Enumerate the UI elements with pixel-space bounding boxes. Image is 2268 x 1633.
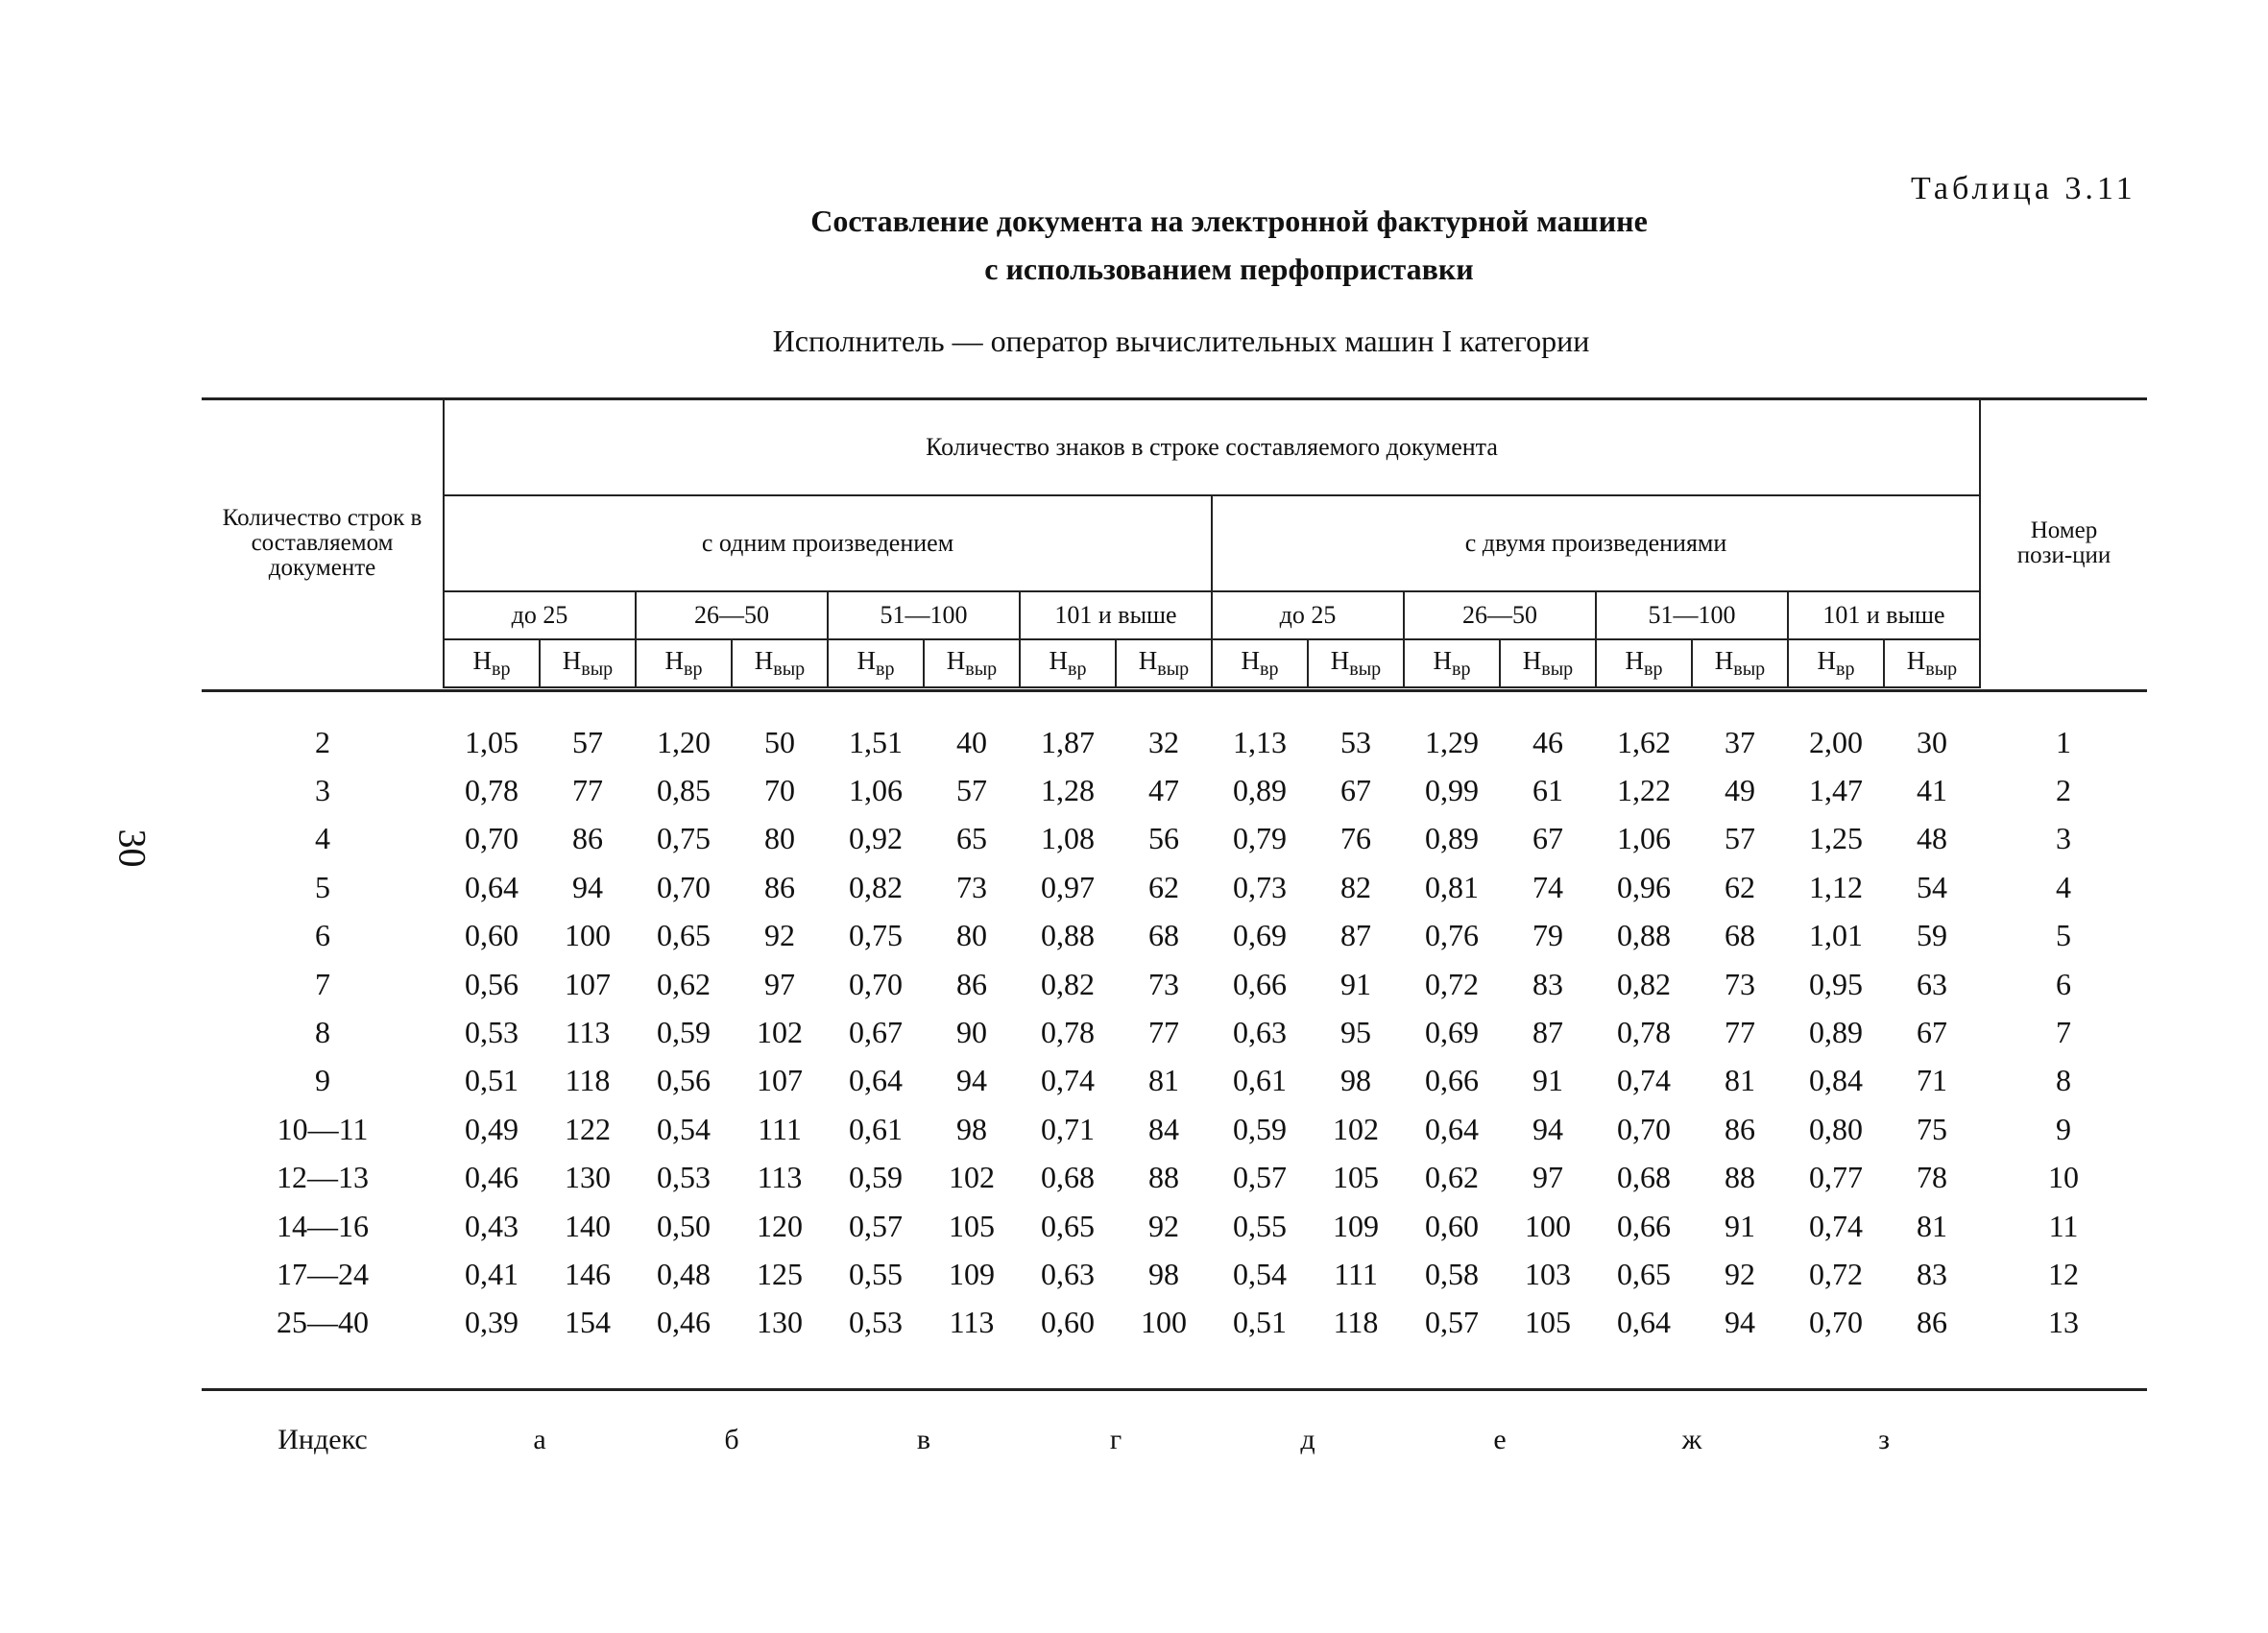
row-lines-count: 10—11 (277, 1111, 369, 1146)
index-row (202, 1421, 1980, 1459)
time-norm-cell: 0,89 (1809, 1015, 1863, 1050)
time-norm-cell: 1,87 (1041, 724, 1095, 759)
output-norm-cell: 98 (1148, 1256, 1179, 1291)
time-norm-cell: 0,82 (1617, 966, 1671, 1001)
time-norm-cell: 0,60 (1041, 1305, 1095, 1340)
output-norm-cell: 71 (1917, 1063, 1947, 1098)
table-row (202, 1008, 2147, 1056)
time-norm-cell: 0,59 (1233, 1111, 1287, 1146)
header-time-norm: $Н_{вр}$ (1020, 639, 1116, 687)
time-norm-cell: 0,59 (849, 1160, 903, 1195)
header-output-norm: $Н_{выр}$ (924, 639, 1020, 687)
output-norm-cell: 97 (764, 966, 795, 1001)
time-norm-cell: 1,05 (465, 724, 519, 759)
time-norm-cell: 0,49 (465, 1111, 519, 1146)
page-number: 30 (110, 829, 155, 868)
time-norm-cell: 0,53 (849, 1305, 903, 1340)
output-norm-cell: 77 (1725, 1015, 1755, 1050)
table-row (202, 1057, 2147, 1105)
time-norm-cell: 0,53 (657, 1160, 711, 1195)
time-norm-cell: 0,50 (657, 1208, 711, 1243)
output-norm-cell: 73 (1725, 966, 1755, 1001)
time-norm-cell: 0,73 (1233, 869, 1287, 904)
output-norm-cell: 146 (565, 1256, 611, 1291)
row-position-number: 6 (2056, 966, 2071, 1001)
row-position-number: 3 (2056, 821, 2071, 856)
output-norm-cell: 63 (1917, 966, 1947, 1001)
time-norm-cell: 0,74 (1617, 1063, 1671, 1098)
header-one-product: с одним произведением (444, 495, 1212, 591)
header-two-products: с двумя произведениями (1212, 495, 1980, 591)
time-norm-cell: 0,48 (657, 1256, 711, 1291)
output-norm-cell: 37 (1725, 724, 1755, 759)
output-norm-cell: 105 (1333, 1160, 1379, 1195)
output-norm-cell: 102 (1333, 1111, 1379, 1146)
time-norm-cell: 0,68 (1041, 1160, 1095, 1195)
header-range-7: 101 и выше (1788, 591, 1980, 639)
output-norm-cell: 62 (1725, 869, 1755, 904)
row-lines-count: 14—16 (277, 1208, 369, 1243)
header-output-norm: $Н_{выр}$ (1692, 639, 1788, 687)
time-norm-cell: 0,72 (1425, 966, 1479, 1001)
output-norm-cell: 92 (1148, 1208, 1179, 1243)
time-norm-cell: 0,77 (1809, 1160, 1863, 1195)
time-norm-cell: 0,72 (1809, 1256, 1863, 1291)
output-norm-cell: 57 (1725, 821, 1755, 856)
time-norm-cell: 0,82 (1041, 966, 1095, 1001)
row-lines-count: 8 (315, 1015, 330, 1050)
header-time-norm: $Н_{вр}$ (444, 639, 540, 687)
output-norm-cell: 130 (757, 1305, 803, 1340)
output-norm-cell: 86 (1725, 1111, 1755, 1146)
time-norm-cell: 0,78 (465, 773, 519, 808)
time-norm-cell: 0,64 (465, 869, 519, 904)
time-norm-cell: 0,70 (657, 869, 711, 904)
header-range-1: 26—50 (636, 591, 828, 639)
time-norm-cell: 0,97 (1041, 869, 1095, 904)
output-norm-cell: 32 (1148, 724, 1179, 759)
table-row (202, 1105, 2147, 1153)
time-norm-cell: 0,69 (1233, 918, 1287, 953)
time-norm-cell: 1,51 (849, 724, 903, 759)
output-norm-cell: 100 (1141, 1305, 1187, 1340)
output-norm-cell: 65 (956, 821, 987, 856)
output-norm-cell: 78 (1917, 1160, 1947, 1195)
header-output-norm: $Н_{выр}$ (1308, 639, 1404, 687)
output-norm-cell: 107 (565, 966, 611, 1001)
time-norm-cell: 0,84 (1809, 1063, 1863, 1098)
time-norm-cell: 0,57 (849, 1208, 903, 1243)
time-norm-cell: 0,41 (465, 1256, 519, 1291)
output-norm-cell: 30 (1917, 724, 1947, 759)
output-norm-cell: 57 (572, 724, 603, 759)
time-norm-cell: 0,61 (849, 1111, 903, 1146)
index-letter: ж (1681, 1424, 1702, 1455)
output-norm-cell: 88 (1725, 1160, 1755, 1195)
time-norm-cell: 1,28 (1041, 773, 1095, 808)
output-norm-cell: 80 (764, 821, 795, 856)
time-norm-cell: 0,78 (1041, 1015, 1095, 1050)
index-letter: б (724, 1424, 739, 1455)
row-lines-count: 7 (315, 966, 330, 1001)
time-norm-cell: 0,57 (1233, 1160, 1287, 1195)
row-position-number: 4 (2056, 869, 2071, 904)
output-norm-cell: 88 (1148, 1160, 1179, 1195)
output-norm-cell: 94 (956, 1063, 987, 1098)
output-norm-cell: 94 (1725, 1305, 1755, 1340)
row-lines-count: 12—13 (277, 1160, 369, 1195)
output-norm-cell: 54 (1917, 869, 1947, 904)
output-norm-cell: 109 (1333, 1208, 1379, 1243)
time-norm-cell: 0,64 (849, 1063, 903, 1098)
output-norm-cell: 100 (565, 918, 611, 953)
time-norm-cell: 1,06 (1617, 821, 1671, 856)
time-norm-cell: 0,53 (465, 1015, 519, 1050)
time-norm-cell: 0,85 (657, 773, 711, 808)
table-row (202, 960, 2147, 1008)
time-norm-cell: 0,89 (1425, 821, 1479, 856)
output-norm-cell: 86 (572, 821, 603, 856)
output-norm-cell: 47 (1148, 773, 1179, 808)
time-norm-cell: 1,22 (1617, 773, 1671, 808)
time-norm-cell: 0,63 (1233, 1015, 1287, 1050)
time-norm-cell: 0,57 (1425, 1305, 1479, 1340)
output-norm-cell: 61 (1532, 773, 1563, 808)
header-range-6: 51—100 (1596, 591, 1788, 639)
time-norm-cell: 0,70 (465, 821, 519, 856)
row-lines-count: 6 (315, 918, 330, 953)
time-norm-cell: 0,39 (465, 1305, 519, 1340)
table-row (202, 863, 2147, 911)
output-norm-cell: 87 (1340, 918, 1371, 953)
time-norm-cell: 0,76 (1425, 918, 1479, 953)
row-position-number: 9 (2056, 1111, 2071, 1146)
index-letter: а (533, 1424, 546, 1455)
output-norm-cell: 48 (1917, 821, 1947, 856)
output-norm-cell: 77 (572, 773, 603, 808)
header-time-norm: $Н_{вр}$ (1212, 639, 1308, 687)
header-range-4: до 25 (1212, 591, 1404, 639)
time-norm-cell: 0,68 (1617, 1160, 1671, 1195)
time-norm-cell: 0,51 (1233, 1305, 1287, 1340)
time-norm-cell: 1,29 (1425, 724, 1479, 759)
time-norm-cell: 0,54 (657, 1111, 711, 1146)
index-letter: е (1493, 1424, 1507, 1455)
time-norm-cell: 0,66 (1233, 966, 1287, 1001)
time-norm-cell: 0,55 (849, 1256, 903, 1291)
output-norm-cell: 67 (1532, 821, 1563, 856)
header-output-norm: $Н_{выр}$ (1116, 639, 1212, 687)
output-norm-cell: 92 (764, 918, 795, 953)
output-norm-cell: 40 (956, 724, 987, 759)
index-label: Индекс (277, 1424, 368, 1455)
output-norm-cell: 86 (956, 966, 987, 1001)
time-norm-cell: 0,43 (465, 1208, 519, 1243)
time-norm-cell: 0,46 (657, 1305, 711, 1340)
row-position-number: 7 (2056, 1015, 2071, 1050)
time-norm-cell: 1,12 (1809, 869, 1863, 904)
output-norm-cell: 109 (949, 1256, 995, 1291)
time-norm-cell: 0,88 (1041, 918, 1095, 953)
time-norm-cell: 0,62 (1425, 1160, 1479, 1195)
output-norm-cell: 91 (1532, 1063, 1563, 1098)
time-norm-cell: 0,59 (657, 1015, 711, 1050)
time-norm-cell: 0,70 (1809, 1305, 1863, 1340)
time-norm-cell: 0,81 (1425, 869, 1479, 904)
time-norm-cell: 0,64 (1617, 1305, 1671, 1340)
time-norm-cell: 2,00 (1809, 724, 1863, 759)
output-norm-cell: 140 (565, 1208, 611, 1243)
row-lines-count: 4 (315, 821, 330, 856)
time-norm-cell: 0,70 (1617, 1111, 1671, 1146)
index-letter: з (1878, 1424, 1890, 1455)
header-bottom-rule (202, 689, 2147, 692)
time-norm-cell: 0,62 (657, 966, 711, 1001)
output-norm-cell: 90 (956, 1015, 987, 1050)
bottom-rule (202, 1388, 2147, 1391)
output-norm-cell: 118 (1333, 1305, 1379, 1340)
output-norm-cell: 118 (565, 1063, 611, 1098)
row-lines-count: 2 (315, 724, 330, 759)
time-norm-cell: 0,96 (1617, 869, 1671, 904)
header-time-norm: $Н_{вр}$ (1404, 639, 1500, 687)
time-norm-cell: 0,46 (465, 1160, 519, 1195)
time-norm-cell: 0,75 (657, 821, 711, 856)
row-position-number: 11 (2048, 1208, 2079, 1243)
output-norm-cell: 105 (949, 1208, 995, 1243)
time-norm-cell: 0,66 (1617, 1208, 1671, 1243)
output-norm-cell: 154 (565, 1305, 611, 1340)
header-output-norm: $Н_{выр}$ (1884, 639, 1980, 687)
header-signs-group: Количество знаков в строке составляемого документа (444, 399, 1980, 495)
row-position-number: 8 (2056, 1063, 2071, 1098)
output-norm-cell: 81 (1148, 1063, 1179, 1098)
output-norm-cell: 49 (1725, 773, 1755, 808)
output-norm-cell: 56 (1148, 821, 1179, 856)
output-norm-cell: 77 (1148, 1015, 1179, 1050)
time-norm-cell: 0,66 (1425, 1063, 1479, 1098)
output-norm-cell: 102 (949, 1160, 995, 1195)
output-norm-cell: 76 (1340, 821, 1371, 856)
output-norm-cell: 87 (1532, 1015, 1563, 1050)
output-norm-cell: 62 (1148, 869, 1179, 904)
time-norm-cell: 0,60 (465, 918, 519, 953)
output-norm-cell: 73 (956, 869, 987, 904)
output-norm-cell: 120 (757, 1208, 803, 1243)
row-lines-count: 5 (315, 869, 330, 904)
output-norm-cell: 94 (1532, 1111, 1563, 1146)
time-norm-cell: 1,08 (1041, 821, 1095, 856)
output-norm-cell: 68 (1725, 918, 1755, 953)
output-norm-cell: 113 (565, 1015, 611, 1050)
output-norm-cell: 98 (956, 1111, 987, 1146)
time-norm-cell: 0,74 (1809, 1208, 1863, 1243)
output-norm-cell: 130 (565, 1160, 611, 1195)
time-norm-cell: 1,13 (1233, 724, 1287, 759)
output-norm-cell: 113 (757, 1160, 803, 1195)
time-norm-cell: 0,67 (849, 1015, 903, 1050)
row-position-number: 13 (2048, 1305, 2079, 1340)
time-norm-cell: 0,55 (1233, 1208, 1287, 1243)
output-norm-cell: 73 (1148, 966, 1179, 1001)
time-norm-cell: 0,64 (1425, 1111, 1479, 1146)
header-range-5: 26—50 (1404, 591, 1596, 639)
header-position-number: Номер пози-ции (1980, 399, 2147, 687)
table-title-line-1: Составление документа на электронной фактурной машине (810, 204, 1648, 238)
output-norm-cell: 122 (565, 1111, 611, 1146)
output-norm-cell: 46 (1532, 724, 1563, 759)
output-norm-cell: 75 (1917, 1111, 1947, 1146)
row-lines-count: 9 (315, 1063, 330, 1098)
table-row (202, 1299, 2147, 1347)
output-norm-cell: 57 (956, 773, 987, 808)
header-time-norm: $Н_{вр}$ (828, 639, 924, 687)
output-norm-cell: 107 (757, 1063, 803, 1098)
time-norm-cell: 1,20 (657, 724, 711, 759)
time-norm-cell: 0,65 (1617, 1256, 1671, 1291)
output-norm-cell: 94 (572, 869, 603, 904)
header-output-norm: $Н_{выр}$ (732, 639, 828, 687)
time-norm-cell: 0,61 (1233, 1063, 1287, 1098)
header-time-norm: $Н_{вр}$ (636, 639, 732, 687)
time-norm-cell: 1,06 (849, 773, 903, 808)
time-norm-cell: 0,88 (1617, 918, 1671, 953)
header-time-norm: $Н_{вр}$ (1596, 639, 1692, 687)
time-norm-cell: 0,63 (1041, 1256, 1095, 1291)
output-norm-cell: 80 (956, 918, 987, 953)
header-range-3: 101 и выше (1020, 591, 1212, 639)
output-norm-cell: 113 (949, 1305, 995, 1340)
time-norm-cell: 0,70 (849, 966, 903, 1001)
row-position-number: 12 (2048, 1256, 2079, 1291)
row-lines-count: 3 (315, 773, 330, 808)
output-norm-cell: 97 (1532, 1160, 1563, 1195)
header-rows-count: Количество строк в составляемом документе (202, 399, 444, 687)
output-norm-cell: 67 (1917, 1015, 1947, 1050)
table-row (202, 718, 2147, 766)
output-norm-cell: 105 (1525, 1305, 1571, 1340)
header-output-norm: $Н_{выр}$ (540, 639, 636, 687)
time-norm-cell: 0,78 (1617, 1015, 1671, 1050)
output-norm-cell: 84 (1148, 1111, 1179, 1146)
output-norm-cell: 91 (1725, 1208, 1755, 1243)
output-norm-cell: 81 (1917, 1208, 1947, 1243)
time-norm-cell: 0,75 (849, 918, 903, 953)
time-norm-cell: 0,99 (1425, 773, 1479, 808)
output-norm-cell: 74 (1532, 869, 1563, 904)
output-norm-cell: 68 (1148, 918, 1179, 953)
output-norm-cell: 41 (1917, 773, 1947, 808)
output-norm-cell: 50 (764, 724, 795, 759)
time-norm-cell: 0,56 (465, 966, 519, 1001)
header-range-0: до 25 (444, 591, 636, 639)
time-norm-cell: 1,47 (1809, 773, 1863, 808)
time-norm-cell: 0,82 (849, 869, 903, 904)
output-norm-cell: 70 (764, 773, 795, 808)
row-lines-count: 17—24 (277, 1256, 369, 1291)
time-norm-cell: 0,60 (1425, 1208, 1479, 1243)
header-time-norm: $Н_{вр}$ (1788, 639, 1884, 687)
output-norm-cell: 67 (1340, 773, 1371, 808)
row-lines-count: 25—40 (277, 1305, 369, 1340)
time-norm-cell: 0,65 (657, 918, 711, 953)
output-norm-cell: 53 (1340, 724, 1371, 759)
output-norm-cell: 83 (1917, 1256, 1947, 1291)
time-norm-cell: 0,80 (1809, 1111, 1863, 1146)
output-norm-cell: 95 (1340, 1015, 1371, 1050)
row-position-number: 2 (2056, 773, 2071, 808)
time-norm-cell: 1,62 (1617, 724, 1671, 759)
time-norm-cell: 0,51 (465, 1063, 519, 1098)
time-norm-cell: 0,54 (1233, 1256, 1287, 1291)
time-norm-cell: 0,95 (1809, 966, 1863, 1001)
row-position-number: 5 (2056, 918, 2071, 953)
output-norm-cell: 91 (1340, 966, 1371, 1001)
output-norm-cell: 83 (1532, 966, 1563, 1001)
output-norm-cell: 125 (757, 1256, 803, 1291)
time-norm-cell: 0,79 (1233, 821, 1287, 856)
time-norm-cell: 0,65 (1041, 1208, 1095, 1243)
table-number-label: Таблица 3.11 (1911, 171, 2136, 206)
table-row (202, 766, 2147, 814)
output-norm-cell: 100 (1525, 1208, 1571, 1243)
table-title-line-2: с использованием перфоприставки (984, 252, 1474, 286)
header-range-2: 51—100 (828, 591, 1020, 639)
table-row (202, 1202, 2147, 1250)
header-output-norm: $Н_{выр}$ (1500, 639, 1596, 687)
time-norm-cell: 0,89 (1233, 773, 1287, 808)
output-norm-cell: 86 (764, 869, 795, 904)
time-norm-cell: 1,25 (1809, 821, 1863, 856)
time-norm-cell: 1,01 (1809, 918, 1863, 953)
index-letter: д (1300, 1424, 1315, 1455)
output-norm-cell: 111 (758, 1111, 802, 1146)
time-norm-cell: 0,74 (1041, 1063, 1095, 1098)
time-norm-cell: 0,56 (657, 1063, 711, 1098)
table-row (202, 912, 2147, 960)
output-norm-cell: 86 (1917, 1305, 1947, 1340)
time-norm-cell: 0,92 (849, 821, 903, 856)
executor-subtitle: Исполнитель — оператор вычислительных машин I категории (772, 324, 1590, 358)
row-position-number: 1 (2056, 724, 2071, 759)
index-letter: г (1109, 1424, 1122, 1455)
output-norm-cell: 102 (757, 1015, 803, 1050)
output-norm-cell: 59 (1917, 918, 1947, 953)
output-norm-cell: 111 (1334, 1256, 1378, 1291)
output-norm-cell: 103 (1525, 1256, 1571, 1291)
time-norm-cell: 0,58 (1425, 1256, 1479, 1291)
time-norm-cell: 0,69 (1425, 1015, 1479, 1050)
norms-table-body (202, 718, 2147, 1347)
table-header (202, 399, 2147, 688)
output-norm-cell: 82 (1340, 869, 1371, 904)
output-norm-cell: 81 (1725, 1063, 1755, 1098)
time-norm-cell: 0,71 (1041, 1111, 1095, 1146)
output-norm-cell: 79 (1532, 918, 1563, 953)
output-norm-cell: 98 (1340, 1063, 1371, 1098)
row-position-number: 10 (2048, 1160, 2079, 1195)
table-row (202, 1154, 2147, 1202)
table-row (202, 815, 2147, 863)
index-letter: в (916, 1424, 931, 1455)
table-row (202, 1250, 2147, 1298)
output-norm-cell: 92 (1725, 1256, 1755, 1291)
